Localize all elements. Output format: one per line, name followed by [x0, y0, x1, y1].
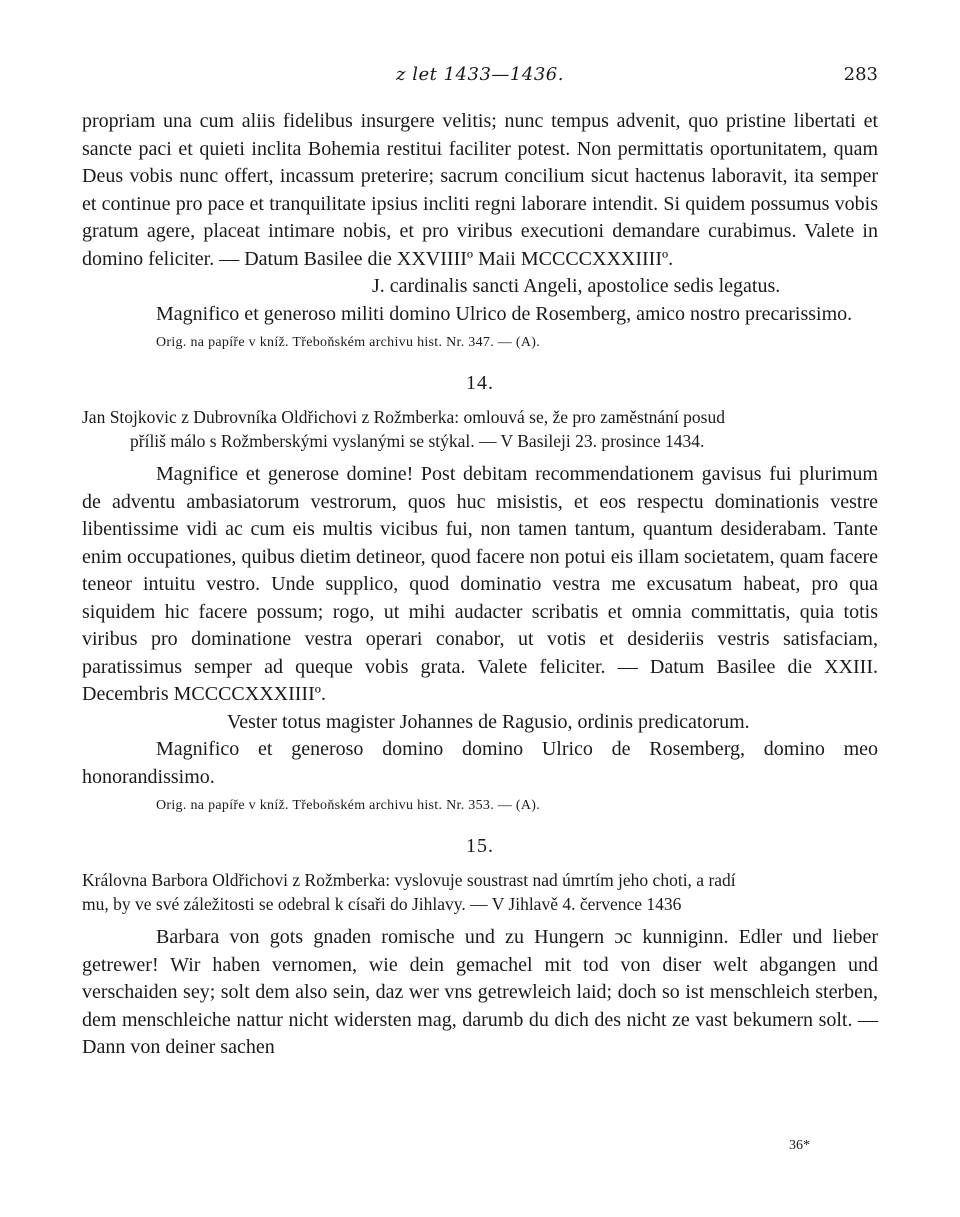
page-body	[82, 108, 878, 1062]
document-13-text: propriam una cum aliis fidelibus insurgere velitis; nunc tempus advenit, quo pristine libertati et sancte paci et quieti inclita Bohemia restitui faciliter potest. Non permittatis oportunitatem, quam Deus vobis nunc offert, incassum preterire; sacrum concilium sicut hactenus laboravit, ita semper et continue pro pace et tranquilitate ipsius incliti regni laborare intendit. Si quidem possumus vobis gratum agere, placeat intimare nobis, et pro viribus executioni demandare curabimus. Valete in domino feliciter. — Datum Basilee die XXVIIIIº Maii MCCCCXXXIIIIº.	[82, 110, 878, 270]
document-14-text: Magnifice et generose domine! Post debitam recommendationem gavisus fui plurimum de adventu ambasiatorum vestrorum, quos huc misistis, et eos respectu dominationis vestre libentissime vidi ac cum eis multis vicibus fui, non tamen tantum, quantum desiderabam. Tante enim occupationes, quibus dietim detineor, quod facere non potui eis illam societatem, quam facere teneor intuitu vestro. Unde supplico, quod dominatio vestra me excusatum habeat, pro qua siquidem hic facere possum; rogo, ut mihi audacter scribatis et omnia committatis, quia totis viribus pro dominatione vestra operari conabor, ut votis et desideriis vestris satisfaciam, paratissimus semper ad queque vobis grata. Valete feliciter. — Datum Basilee die XXIII. Decembris MCCCCXXXIIIIº.	[82, 463, 878, 705]
document-14-source-note: Orig. na papíře v kníž. Třeboňském archivu hist. Nr. 353. — (A).	[156, 798, 541, 813]
document-15-regest-line-1: Královna Barbora Oldřichovi z Rožmberka: vyslovuje soustrast nad úmrtím jeho choti, a radí	[82, 870, 736, 890]
document-14-regest-line-1: Jan Stojkovic z Dubrovníka Oldřichovi z Rožmberka: omlouvá se, že pro zaměstnání posud	[82, 407, 725, 427]
document-15-number: 15.	[466, 835, 494, 857]
running-title: z let 1433—1436.	[396, 64, 564, 85]
page-number: 283	[843, 64, 878, 85]
document-14-regest	[82, 405, 878, 453]
document-15-text: Barbara von gots gnaden romische und zu Hungern ɔc kunniginn. Edler und lieber getrewer! Wir haben vernomen, wie dein gemachel mit tod von diser welt abgangen und verschaiden sey; solt dem also sein, daz wer vns getrewleich laid; doch so ist menschleich sterben, dem menschleiche nattur nicht widersten mag, darumb du dich des nicht ze vast bekumern solt. — Dann von deiner sachen	[82, 926, 878, 1058]
running-header	[82, 64, 878, 88]
document-15	[82, 835, 878, 1062]
document-13-address: Magnifico et generoso militi domino Ulrico de Rosemberg, amico nostro precarissimo.	[156, 302, 853, 325]
document-15-regest-line-2: mu, by ve své záležitosti se odebral k císaři do Jihlavy. — V Jihlavě 4. července 1436	[82, 894, 682, 914]
document-13-signature: J. cardinalis sancti Angeli, apostolice sedis legatus.	[372, 275, 781, 297]
document-15-regest	[82, 868, 878, 916]
document-14	[82, 372, 878, 817]
document-14-number: 14.	[466, 372, 494, 394]
sheet-signature-mark: 36*	[789, 1138, 810, 1153]
document-14-regest-line-2: příliš málo s Rožmberskými vyslanými se stýkal. — V Basileji 23. prosince 1434.	[130, 431, 705, 451]
document-14-signature: Vester totus magister Johannes de Ragusio, ordinis predicatorum.	[227, 710, 750, 733]
document-13-source-note: Orig. na papíře v kníž. Třeboňském archivu hist. Nr. 347. — (A).	[156, 335, 541, 350]
document-14-address: Magnifico et generoso domino domino Ulrico de Rosemberg, domino meo honorandissimo.	[82, 738, 878, 788]
document-13-continuation	[82, 108, 878, 354]
